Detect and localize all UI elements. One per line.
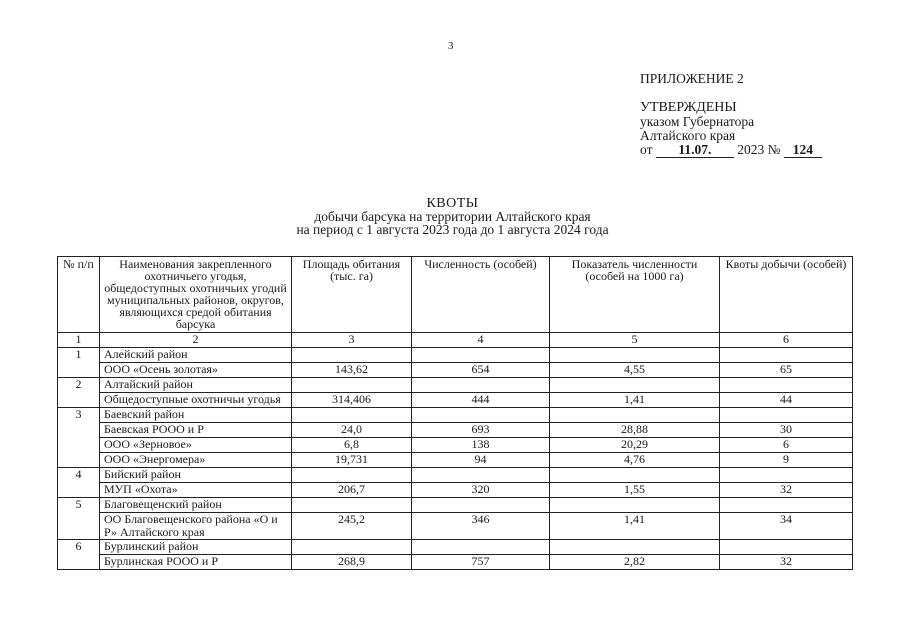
empty-cell — [720, 378, 853, 393]
title-line-2: на период с 1 августа 2023 года до 1 августа 2024 года — [296, 222, 609, 237]
density-value: 1,41 — [550, 513, 720, 540]
empty-cell — [292, 498, 412, 513]
area-value: 314,406 — [292, 393, 412, 408]
density-value: 1,41 — [550, 393, 720, 408]
population-value: 346 — [412, 513, 550, 540]
row-number: 3 — [58, 408, 100, 468]
column-number-row — [58, 333, 853, 348]
population-value: 693 — [412, 423, 550, 438]
header-hunting-ground: Наименования закрепленного охотничьего угодья, общедоступных охотничьих угодий муниципальных районов, округов, являющихся средой обитания барсука — [100, 257, 292, 333]
approval-dateline — [640, 143, 822, 158]
ground-name: ОО Благовещенского района «О и Р» Алтайского края — [100, 513, 292, 540]
ground-name: Баевская РООО и Р — [100, 423, 292, 438]
quota-value: 32 — [720, 555, 853, 570]
approval-line-2: Алтайского края — [640, 128, 736, 143]
table-row — [58, 453, 853, 468]
empty-cell — [412, 348, 550, 363]
row-number: 5 — [58, 498, 100, 540]
region-name: Благовещенский район — [100, 498, 292, 513]
density-value: 4,76 — [550, 453, 720, 468]
quota-value: 30 — [720, 423, 853, 438]
region-row — [58, 378, 853, 393]
table-row — [58, 513, 853, 540]
population-value: 444 — [412, 393, 550, 408]
ground-name: Общедоступные охотничьи угодья — [100, 393, 292, 408]
empty-cell — [412, 540, 550, 555]
header-number: № п/п — [58, 257, 100, 333]
ground-name: ООО «Осень золотая» — [100, 363, 292, 378]
density-value: 2,82 — [550, 555, 720, 570]
empty-cell — [720, 408, 853, 423]
document-title — [0, 197, 905, 236]
area-value: 268,9 — [292, 555, 412, 570]
empty-cell — [550, 378, 720, 393]
region-row — [58, 468, 853, 483]
table-row — [58, 423, 853, 438]
empty-cell — [720, 468, 853, 483]
column-number: 3 — [292, 333, 412, 348]
region-row — [58, 498, 853, 513]
empty-cell — [550, 348, 720, 363]
quota-value: 6 — [720, 438, 853, 453]
empty-cell — [412, 468, 550, 483]
region-name: Бийский район — [100, 468, 292, 483]
approved-label: УТВЕРЖДЕНЫ — [640, 100, 737, 115]
empty-cell — [720, 348, 853, 363]
empty-cell — [550, 468, 720, 483]
density-value: 4,55 — [550, 363, 720, 378]
ground-name: Бурлинская РООО и Р — [100, 555, 292, 570]
column-number: 2 — [100, 333, 292, 348]
region-name: Алтайский район — [100, 378, 292, 393]
region-row — [58, 540, 853, 555]
region-row — [58, 348, 853, 363]
empty-cell — [550, 540, 720, 555]
appendix-label: ПРИЛОЖЕНИЕ 2 — [640, 71, 744, 86]
empty-cell — [412, 378, 550, 393]
empty-cell — [720, 498, 853, 513]
empty-cell — [550, 498, 720, 513]
decree-date: 11.07. — [656, 143, 734, 158]
column-number: 5 — [550, 333, 720, 348]
row-number: 4 — [58, 468, 100, 498]
number-sign: № — [767, 142, 781, 157]
quota-value: 32 — [720, 483, 853, 498]
page-number: 3 — [448, 40, 454, 52]
empty-cell — [292, 408, 412, 423]
header-quota: Квоты добычи (особей) — [720, 257, 853, 333]
empty-cell — [292, 378, 412, 393]
population-value: 757 — [412, 555, 550, 570]
quota-value: 44 — [720, 393, 853, 408]
column-number: 6 — [720, 333, 853, 348]
table-row — [58, 363, 853, 378]
empty-cell — [412, 408, 550, 423]
ground-name: ООО «Энергомера» — [100, 453, 292, 468]
region-name: Баевский район — [100, 408, 292, 423]
population-value: 94 — [412, 453, 550, 468]
title-heading: КВОТЫ — [426, 196, 479, 211]
table-row — [58, 483, 853, 498]
population-value: 320 — [412, 483, 550, 498]
approval-block — [640, 72, 822, 158]
header-area: Площадь обитания (тыс. га) — [292, 257, 412, 333]
population-value: 654 — [412, 363, 550, 378]
quota-value: 65 — [720, 363, 853, 378]
ground-name: МУП «Охота» — [100, 483, 292, 498]
density-value: 28,88 — [550, 423, 720, 438]
date-prefix: от — [640, 142, 653, 157]
empty-cell — [292, 468, 412, 483]
empty-cell — [292, 348, 412, 363]
area-value: 6,8 — [292, 438, 412, 453]
region-name: Алейский район — [100, 348, 292, 363]
region-name: Бурлинский район — [100, 540, 292, 555]
area-value: 245,2 — [292, 513, 412, 540]
empty-cell — [550, 408, 720, 423]
header-population: Численность (особей) — [412, 257, 550, 333]
area-value: 19,731 — [292, 453, 412, 468]
area-value: 206,7 — [292, 483, 412, 498]
ground-name: ООО «Зерновое» — [100, 438, 292, 453]
title-line-1: добычи барсука на территории Алтайского края — [314, 209, 591, 224]
column-number: 4 — [412, 333, 550, 348]
area-value: 143,62 — [292, 363, 412, 378]
population-value: 138 — [412, 438, 550, 453]
table-row — [58, 555, 853, 570]
quota-value: 34 — [720, 513, 853, 540]
quota-table — [57, 256, 853, 570]
approval-line-1: указом Губернатора — [640, 114, 755, 129]
row-number: 2 — [58, 378, 100, 408]
decree-number: 124 — [784, 143, 822, 158]
density-value: 20,29 — [550, 438, 720, 453]
row-number: 6 — [58, 540, 100, 570]
table-row — [58, 393, 853, 408]
quota-value: 9 — [720, 453, 853, 468]
empty-cell — [412, 498, 550, 513]
region-row — [58, 408, 853, 423]
column-number: 1 — [58, 333, 100, 348]
density-value: 1,55 — [550, 483, 720, 498]
row-number: 1 — [58, 348, 100, 378]
table-row — [58, 438, 853, 453]
decree-year: 2023 — [737, 142, 765, 157]
empty-cell — [292, 540, 412, 555]
empty-cell — [720, 540, 853, 555]
area-value: 24,0 — [292, 423, 412, 438]
header-density: Показатель численности (особей на 1000 га) — [550, 257, 720, 333]
